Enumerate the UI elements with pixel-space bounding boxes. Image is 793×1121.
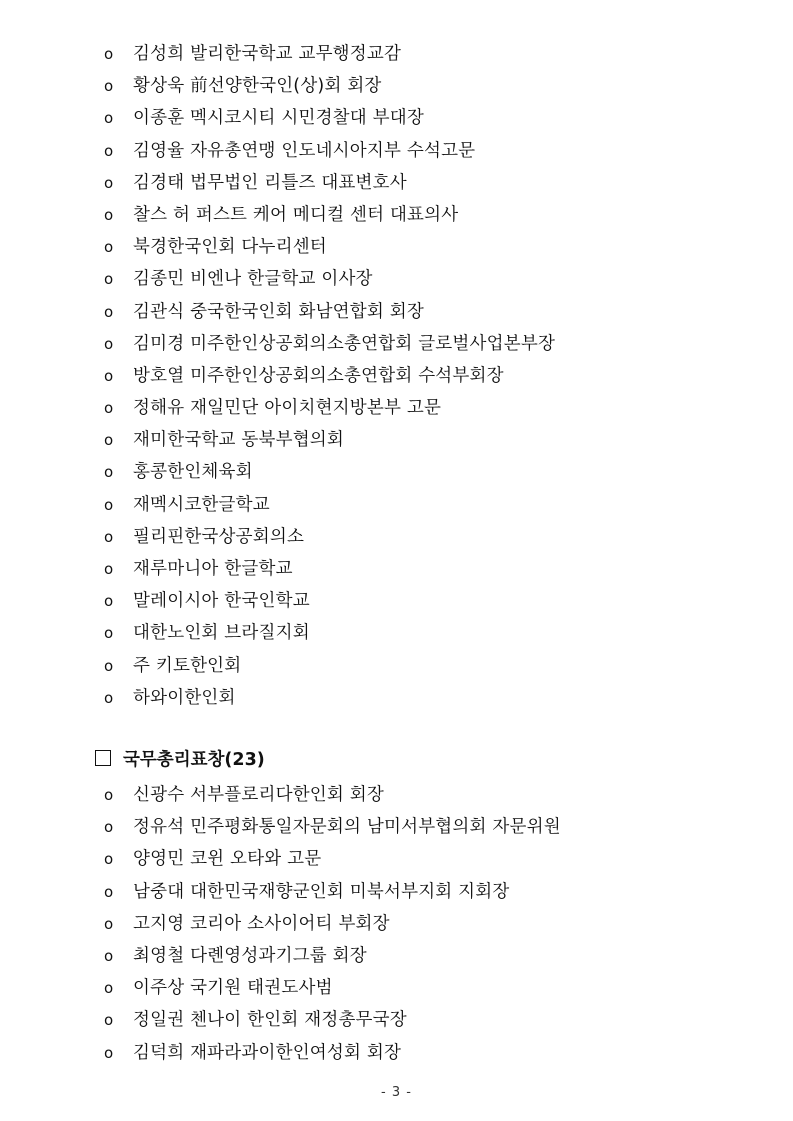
list-item (0, 360, 793, 392)
bullet-icon: o (104, 527, 114, 546)
list-item (0, 876, 793, 908)
list-item (0, 135, 793, 167)
list-item (0, 231, 793, 263)
list-item-text: 홍콩한인체육회 (133, 462, 253, 483)
list-item-text: 김성희 발리한국학교 교무행정교감 (133, 44, 402, 64)
bullet-icon: o (104, 431, 114, 450)
bullet-icon: o (104, 334, 114, 353)
list-item (0, 585, 793, 617)
list-item (0, 263, 793, 295)
list-item (0, 811, 793, 843)
bullet-icon: o (104, 238, 114, 257)
bullet-icon: o (104, 882, 114, 901)
list-item (0, 199, 793, 231)
list-item-text: 이종훈 멕시코시티 시민경찰대 부대장 (133, 108, 424, 129)
section-heading-text: 국무총리표창(23) (123, 750, 265, 770)
list-item-text: 남중대 대한민국재향군인회 미북서부지회 지회장 (133, 881, 510, 902)
page-number: - 3 - (381, 1085, 412, 1100)
list-item (0, 1037, 793, 1069)
bullet-icon: o (104, 77, 114, 96)
bullet-icon: o (104, 302, 114, 321)
list-item (0, 167, 793, 199)
list-item-text: 김미경 미주한인상공회의소총연합회 글로벌사업본부장 (133, 333, 556, 354)
bullet-icon: o (104, 624, 114, 643)
bullet-icon: o (104, 270, 114, 289)
bullet-icon: o (104, 495, 114, 514)
list-item-text: 대한노인회 브라질지회 (133, 623, 310, 644)
list-item-text: 재멕시코한글학교 (133, 494, 270, 515)
list-item (0, 489, 793, 521)
list-item-text: 정유석 민주평화통일자문회의 남미서부협의회 자문위원 (133, 817, 561, 838)
list-item-text: 고지영 코리아 소사이어티 부회장 (133, 913, 390, 934)
list-item-text: 주 키토한인회 (133, 655, 242, 676)
list-item (0, 617, 793, 649)
bullet-icon: o (104, 850, 114, 869)
bullet-icon: o (104, 786, 114, 804)
list-item (0, 682, 793, 714)
list-item-text: 신광수 서부플로리다한인회 회장 (133, 785, 384, 805)
list-item-text: 정일권 첸나이 한인회 재정총무국장 (133, 1010, 407, 1031)
list-item-text: 재미한국학교 동북부협의회 (133, 430, 345, 451)
list-item (0, 424, 793, 456)
bullet-icon: o (104, 979, 114, 998)
list-item-text: 김종민 비엔나 한글학교 이사장 (133, 269, 373, 290)
section-heading (95, 744, 265, 776)
checkbox-square-icon (95, 750, 111, 766)
bullet-icon: o (104, 141, 114, 160)
list-item (0, 70, 793, 102)
list-item (0, 38, 793, 70)
bullet-icon: o (104, 109, 114, 128)
bullet-icon: o (104, 818, 114, 837)
bullet-icon: o (104, 1043, 114, 1062)
list-item-text: 최영철 다롄영성과기그룹 회장 (133, 945, 367, 966)
bullet-icon: o (104, 463, 114, 482)
bullet-icon: o (104, 656, 114, 675)
bullet-icon: o (104, 1011, 114, 1030)
list-item-text: 재루마니아 한글학교 (133, 559, 293, 579)
list-item (0, 102, 793, 134)
list-item-text: 이주상 국기원 태권도사범 (133, 978, 333, 999)
list-item (0, 296, 793, 328)
bullet-icon: o (104, 688, 114, 707)
list-item-text: 말레이시아 한국인학교 (133, 591, 310, 612)
list-item-text: 김경태 법무법인 리틀즈 대표변호사 (133, 172, 407, 193)
list-item-text: 하와이한인회 (133, 687, 236, 708)
list-item-text: 양영민 코윈 오타와 고문 (133, 849, 322, 870)
list-item-text: 황상욱 前선양한국인(상)회 회장 (133, 76, 382, 97)
list-item-text: 방호열 미주한인상공회의소총연합회 수석부회장 (133, 365, 504, 386)
list-item-text: 찰스 허 퍼스트 케어 메디컬 센터 대표의사 (133, 204, 459, 225)
list-item (0, 908, 793, 940)
list-item (0, 650, 793, 682)
bullet-icon: o (104, 45, 114, 63)
list-item-text: 필리핀한국상공회의소 (133, 526, 305, 547)
bullet-icon: o (104, 914, 114, 933)
award-list-prime-minister (0, 779, 793, 1069)
list-item (0, 972, 793, 1004)
list-item (0, 843, 793, 875)
bullet-icon: o (104, 946, 114, 965)
list-item-text: 김영율 자유총연맹 인도네시아지부 수석고문 (133, 140, 476, 161)
list-item (0, 521, 793, 553)
list-item (0, 1004, 793, 1036)
list-item (0, 328, 793, 360)
list-item-text: 정해유 재일민단 아이치현지방본부 고문 (133, 398, 442, 419)
bullet-icon: o (104, 560, 114, 578)
bullet-icon: o (104, 205, 114, 224)
list-item (0, 779, 793, 811)
award-list-continued (0, 38, 793, 714)
bullet-icon: o (104, 592, 114, 611)
bullet-icon: o (104, 399, 114, 418)
list-item-text: 북경한국인회 다누리센터 (133, 237, 327, 258)
list-item (0, 456, 793, 488)
list-item (0, 553, 793, 585)
list-item (0, 940, 793, 972)
bullet-icon: o (104, 173, 114, 192)
list-item-text: 김관식 중국한국인회 화남연합회 회장 (133, 301, 424, 322)
list-item (0, 392, 793, 424)
bullet-icon: o (104, 366, 114, 385)
list-item-text: 김덕희 재파라과이한인여성회 회장 (133, 1042, 402, 1063)
